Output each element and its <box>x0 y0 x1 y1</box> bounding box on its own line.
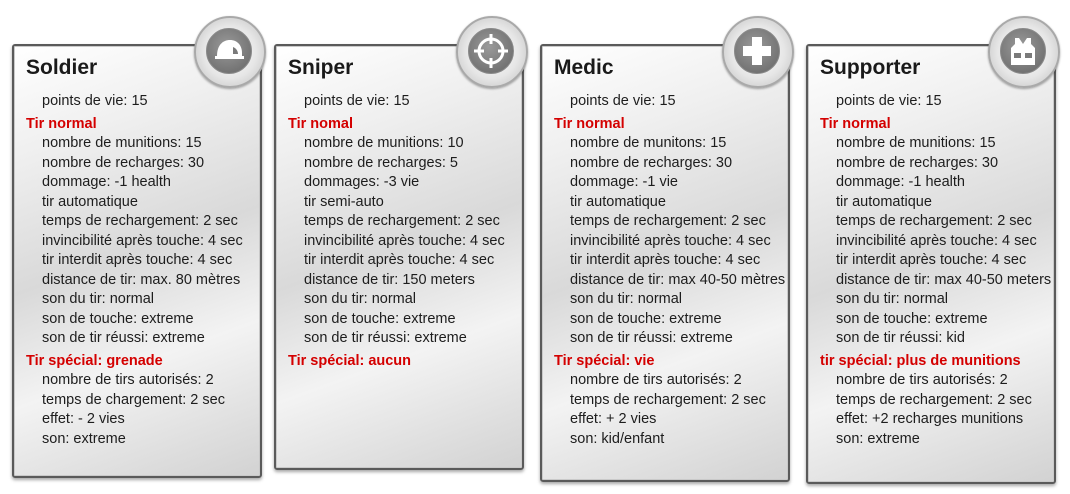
stat-line: dommages: -3 vie <box>304 174 420 190</box>
stat-line: effet: +2 recharges munitions <box>836 411 1024 427</box>
stat-line: son du tir: normal <box>304 291 417 307</box>
stat-line: temps de rechargement: 2 sec <box>836 213 1032 229</box>
stat-line: dommage: -1 health <box>836 174 965 190</box>
stat-line: nombre de munitions: 10 <box>304 135 464 151</box>
stat-line: tir semi-auto <box>304 193 384 210</box>
stat-line: distance de tir: 150 meters <box>304 271 475 288</box>
stat-line: dommage: -1 vie <box>570 174 678 190</box>
stat-line: nombre de recharges: 30 <box>836 154 999 171</box>
stat-line: nombre de munitions: 15 <box>836 135 996 151</box>
badge <box>722 16 794 88</box>
hit-points: points de vie: 15 <box>836 93 942 109</box>
card-sniper <box>274 44 524 470</box>
badge <box>456 16 528 88</box>
stat-line: temps de rechargement: 2 sec <box>42 213 238 229</box>
special-fire-header: tir spécial: plus de munitions <box>820 352 1021 369</box>
stat-line: tir interdit après touche: 4 sec <box>42 252 233 268</box>
normal-fire-header: Tir nomal <box>288 115 353 132</box>
stat-line: dommage: -1 health <box>42 174 171 190</box>
card-supporter <box>806 44 1056 484</box>
stat-line: distance de tir: max 40-50 meters <box>836 271 1052 288</box>
stat-line: son du tir: normal <box>42 291 155 307</box>
stat-line: invincibilité après touche: 4 sec <box>570 232 771 249</box>
special-fire-header: Tir spécial: aucun <box>288 352 412 369</box>
stat-line: tir automatique <box>42 193 138 210</box>
stat-line: nombre de tirs autorisés: 2 <box>570 372 742 388</box>
stat-line: invincibilité après touche: 4 sec <box>42 232 243 249</box>
card-title: Sniper <box>288 56 354 79</box>
stat-line: temps de rechargement: 2 sec <box>304 213 500 229</box>
stat-line: son de tir réussi: extreme <box>304 330 467 346</box>
stat-line: nombre de recharges: 30 <box>42 154 205 171</box>
stat-line: temps de rechargement: 2 sec <box>570 213 766 229</box>
stat-line: tir automatique <box>570 193 666 210</box>
stat-line: son de tir réussi: kid <box>836 330 965 346</box>
stat-line: effet: - 2 vies <box>42 411 125 427</box>
card-title: Soldier <box>26 56 98 79</box>
hit-points: points de vie: 15 <box>304 93 410 109</box>
stat-line: tir automatique <box>836 193 932 210</box>
stat-line: distance de tir: max. 80 mètres <box>42 271 241 288</box>
stat-line: son de tir réussi: extreme <box>42 330 205 346</box>
stat-line: tir interdit après touche: 4 sec <box>304 252 495 268</box>
stat-line: invincibilité après touche: 4 sec <box>304 232 505 249</box>
normal-fire-header: Tir normal <box>554 115 625 132</box>
card-title: Medic <box>554 56 614 79</box>
stat-line: son de tir réussi: extreme <box>570 330 733 346</box>
card-soldier <box>12 44 262 478</box>
vest-icon <box>1001 29 1045 73</box>
stat-line: son de touche: extreme <box>836 310 988 327</box>
normal-fire-header: Tir normal <box>26 115 97 132</box>
stat-line: temps de rechargement: 2 sec <box>570 391 766 408</box>
stat-line: son de touche: extreme <box>42 310 194 327</box>
special-fire-header: Tir spécial: grenade <box>26 352 163 369</box>
stat-line: tir interdit après touche: 4 sec <box>570 252 761 268</box>
medical-cross-icon <box>735 29 779 73</box>
card-title: Supporter <box>820 56 921 79</box>
stat-line: nombre de munitons: 15 <box>570 135 727 151</box>
stat-line: nombre de munitions: 15 <box>42 135 202 151</box>
card-medic <box>540 44 790 482</box>
special-fire-header: Tir spécial: vie <box>554 352 655 369</box>
badge <box>194 16 266 88</box>
helmet-icon <box>207 29 251 73</box>
stat-line: son: extreme <box>836 430 920 447</box>
stat-line: effet: + 2 vies <box>570 411 657 427</box>
stat-line: tir interdit après touche: 4 sec <box>836 252 1027 268</box>
badge <box>988 16 1060 88</box>
stat-line: son de touche: extreme <box>570 310 722 327</box>
stat-line: son du tir: normal <box>570 291 683 307</box>
stat-line: temps de rechargement: 2 sec <box>836 391 1032 408</box>
hit-points: points de vie: 15 <box>570 93 676 109</box>
stat-line: distance de tir: max 40-50 mètres <box>570 271 786 288</box>
crosshair-icon <box>469 29 513 73</box>
normal-fire-header: Tir normal <box>820 115 891 132</box>
stat-line: nombre de recharges: 30 <box>570 154 733 171</box>
stat-line: invincibilité après touche: 4 sec <box>836 232 1037 249</box>
stat-line: son: kid/enfant <box>570 430 665 447</box>
stat-line: son de touche: extreme <box>304 310 456 327</box>
stat-line: nombre de recharges: 5 <box>304 154 458 171</box>
hit-points: points de vie: 15 <box>42 93 148 109</box>
stat-line: nombre de tirs autorisés: 2 <box>836 372 1008 388</box>
stat-line: temps de chargement: 2 sec <box>42 391 225 408</box>
stat-line: son: extreme <box>42 430 126 447</box>
stat-line: son du tir: normal <box>836 291 949 307</box>
stat-line: nombre de tirs autorisés: 2 <box>42 372 214 388</box>
